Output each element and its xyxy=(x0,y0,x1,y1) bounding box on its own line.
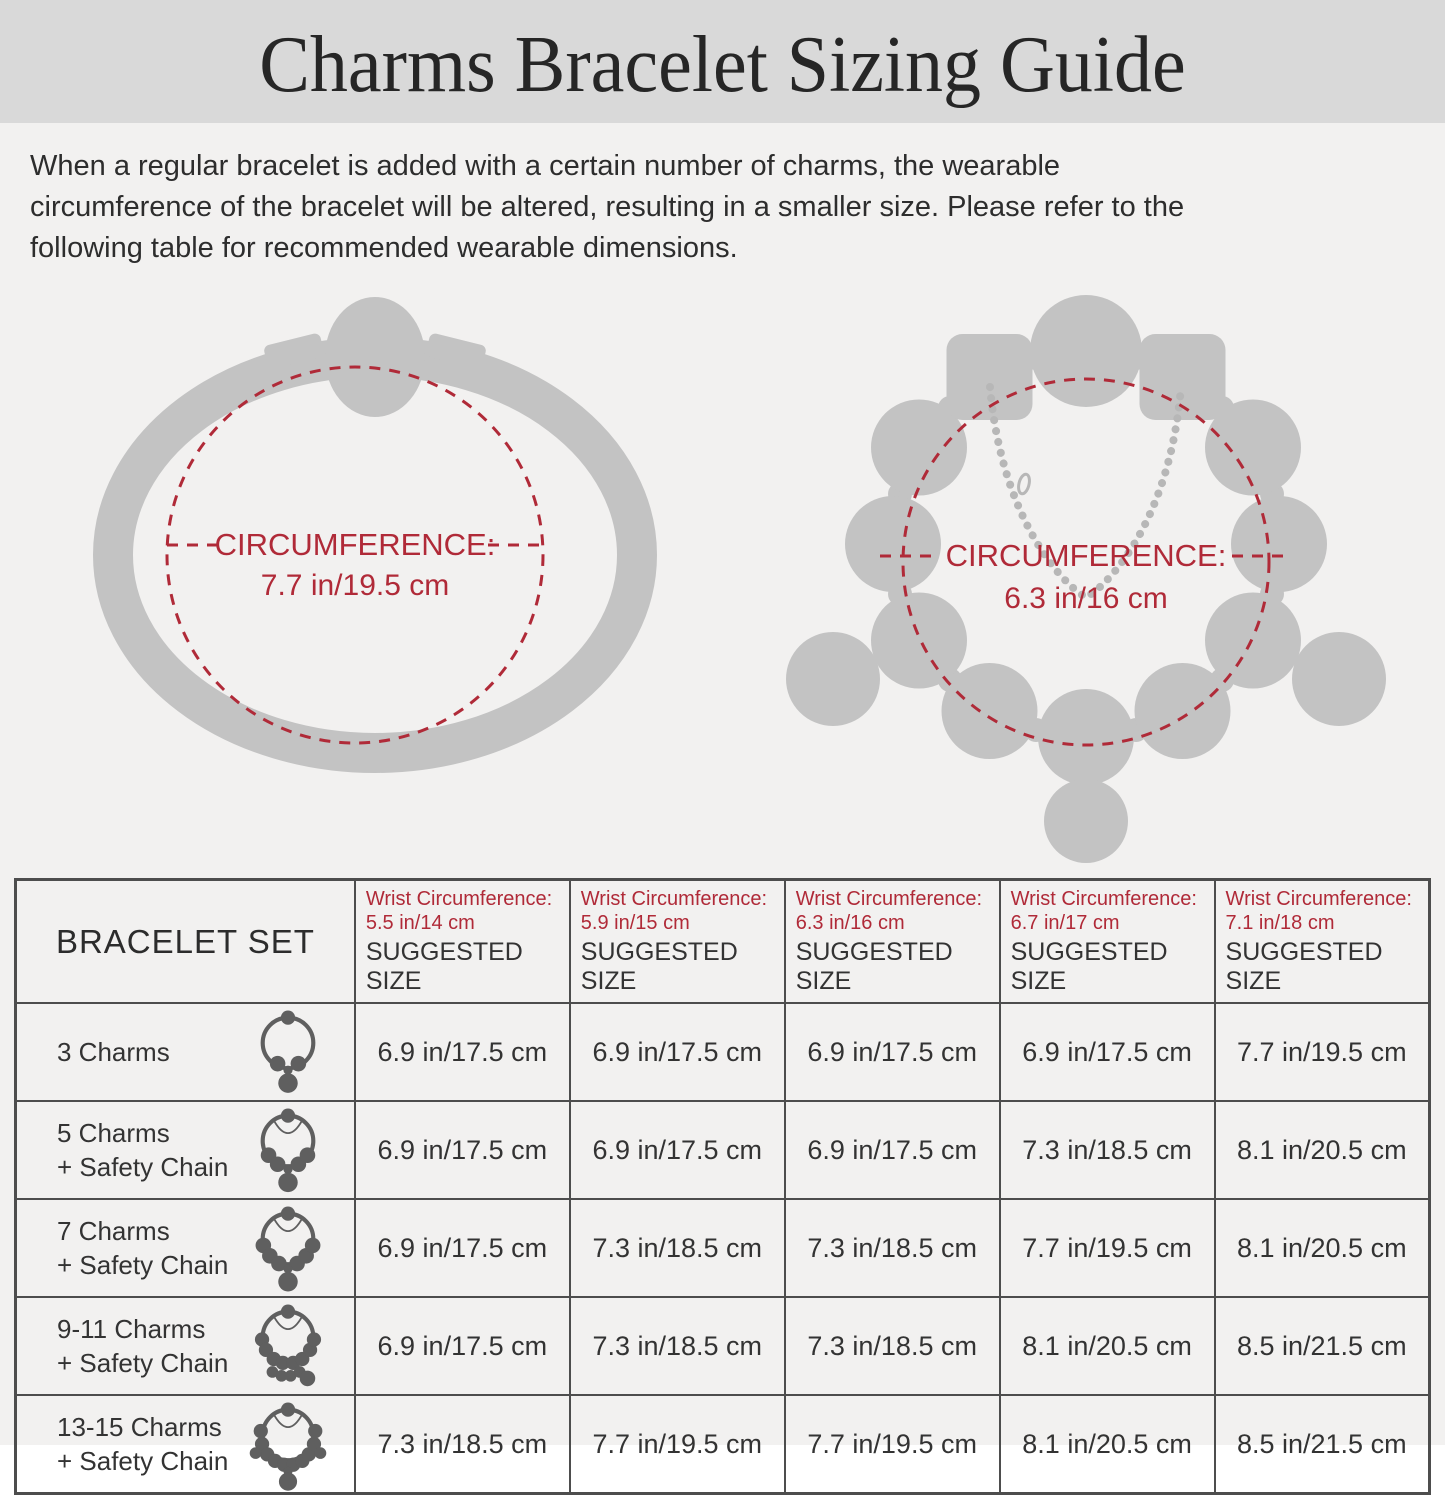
wrist-circumference-label xyxy=(1011,887,1204,935)
suggested-size-label: SUGGESTED SIZE xyxy=(365,938,523,995)
table-row-9-11-charms xyxy=(16,1297,1430,1395)
suggested-size-label: SUGGESTED SIZE xyxy=(580,938,738,995)
sizing-table xyxy=(14,878,1431,1495)
intro-line: When a regular bracelet is added with a certain number of charms, the wearable xyxy=(30,150,1061,182)
size-value: 7.3 in/18.5 cm xyxy=(1000,1101,1215,1199)
intro-line: following table for recommended wearable dimensions. xyxy=(30,232,738,264)
size-value: 8.1 in/20.5 cm xyxy=(1000,1297,1215,1395)
circumference-value: 7.7 in/19.5 cm xyxy=(260,569,450,602)
bracelet-set-icon-5-charms xyxy=(244,1102,332,1198)
wrist-value: 5.5 in/14 cm xyxy=(365,912,475,934)
charm-bracelet-diagram xyxy=(728,272,1443,867)
plain-bracelet-diagram xyxy=(70,287,710,792)
size-value: 7.7 in/19.5 cm xyxy=(1000,1199,1215,1297)
set-cell xyxy=(16,1297,355,1395)
wrist-circumference-label xyxy=(366,887,559,935)
bracelet-set-icon-3-charms xyxy=(244,1004,332,1100)
wrist-label: Wrist Circumference: xyxy=(365,888,553,910)
wrist-label: Wrist Circumference: xyxy=(795,888,983,910)
size-value: 8.1 in/20.5 cm xyxy=(1215,1199,1430,1297)
set-cell xyxy=(16,1003,355,1101)
size-value: 6.9 in/17.5 cm xyxy=(785,1003,1000,1101)
wrist-value: 7.1 in/18 cm xyxy=(1225,912,1335,934)
column-header-6-3in xyxy=(785,880,1000,1004)
table-row-13-15-charms xyxy=(16,1395,1430,1494)
size-value: 7.3 in/18.5 cm xyxy=(785,1199,1000,1297)
size-value: 6.9 in/17.5 cm xyxy=(570,1003,785,1101)
bracelet-set-icon-9-11-charms xyxy=(244,1298,332,1394)
size-value: 6.9 in/17.5 cm xyxy=(355,1101,570,1199)
page-title: Charms Bracelet Sizing Guide xyxy=(259,21,1186,109)
table-header-row xyxy=(16,880,1430,1004)
circumference-label: CIRCUMFERENCE: xyxy=(945,538,1227,573)
charm-bracelet-illustration-icon xyxy=(728,272,1443,867)
table-row-5-charms xyxy=(16,1101,1430,1199)
column-header-7-1in xyxy=(1215,880,1430,1004)
set-cell xyxy=(16,1101,355,1199)
column-header-5-9in xyxy=(570,880,785,1004)
size-value: 6.9 in/17.5 cm xyxy=(355,1297,570,1395)
size-value: 6.9 in/17.5 cm xyxy=(785,1101,1000,1199)
size-value: 6.9 in/17.5 cm xyxy=(355,1003,570,1101)
table-row-3-charms xyxy=(16,1003,1430,1101)
intro-line: circumference of the bracelet will be altered, resulting in a smaller size. Please refer to the xyxy=(30,191,1185,223)
set-label: 5 Charms + Safety Chain xyxy=(57,1118,229,1182)
suggested-size-label: SUGGESTED SIZE xyxy=(1010,938,1168,995)
wrist-label: Wrist Circumference: xyxy=(1010,888,1197,910)
size-value: 6.9 in/17.5 cm xyxy=(570,1101,785,1199)
bracelet-set-icon-7-charms xyxy=(244,1200,332,1296)
column-header-6-7in xyxy=(1000,880,1215,1004)
suggested-size-label: SUGGESTED SIZE xyxy=(795,938,953,995)
size-value: 7.7 in/19.5 cm xyxy=(1215,1003,1430,1101)
intro-paragraph xyxy=(30,146,1184,269)
set-label: 7 Charms + Safety Chain xyxy=(57,1216,229,1280)
suggested-size-label: SUGGESTED SIZE xyxy=(1225,938,1383,995)
column-header-5-5in xyxy=(355,880,570,1004)
size-value: 6.9 in/17.5 cm xyxy=(1000,1003,1215,1101)
size-value: 8.1 in/20.5 cm xyxy=(1215,1101,1430,1199)
size-value: 7.7 in/19.5 cm xyxy=(570,1395,785,1494)
wrist-label: Wrist Circumference: xyxy=(1225,888,1412,910)
wrist-circumference-label xyxy=(796,887,989,935)
size-value: 7.3 in/18.5 cm xyxy=(355,1395,570,1494)
table-row-7-charms xyxy=(16,1199,1430,1297)
size-value: 8.1 in/20.5 cm xyxy=(1000,1395,1215,1494)
plain-bracelet-illustration-icon xyxy=(70,287,710,792)
circumference-value: 6.3 in/16 cm xyxy=(1004,582,1168,615)
set-label: 3 Charms xyxy=(57,1037,170,1067)
size-value: 8.5 in/21.5 cm xyxy=(1215,1395,1430,1494)
set-label: 9-11 Charms + Safety Chain xyxy=(57,1314,229,1378)
set-label: 13-15 Charms + Safety Chain xyxy=(57,1412,229,1476)
size-value: 7.7 in/19.5 cm xyxy=(785,1395,1000,1494)
set-cell xyxy=(16,1199,355,1297)
header-band xyxy=(0,0,1445,123)
size-value: 7.3 in/18.5 cm xyxy=(570,1297,785,1395)
wrist-value: 5.9 in/15 cm xyxy=(580,912,690,934)
bracelet-set-header: BRACELET SET xyxy=(16,880,355,1004)
wrist-circumference-label xyxy=(1226,887,1418,935)
set-cell xyxy=(16,1395,355,1494)
size-value: 7.3 in/18.5 cm xyxy=(785,1297,1000,1395)
wrist-value: 6.7 in/17 cm xyxy=(1010,912,1120,934)
bracelet-set-icon-13-15-charms xyxy=(244,1396,332,1492)
size-value: 7.3 in/18.5 cm xyxy=(570,1199,785,1297)
size-value: 8.5 in/21.5 cm xyxy=(1215,1297,1430,1395)
size-value: 6.9 in/17.5 cm xyxy=(355,1199,570,1297)
wrist-circumference-label xyxy=(581,887,774,935)
circumference-label: CIRCUMFERENCE: xyxy=(214,527,496,562)
wrist-value: 6.3 in/16 cm xyxy=(795,912,905,934)
wrist-label: Wrist Circumference: xyxy=(580,888,768,910)
